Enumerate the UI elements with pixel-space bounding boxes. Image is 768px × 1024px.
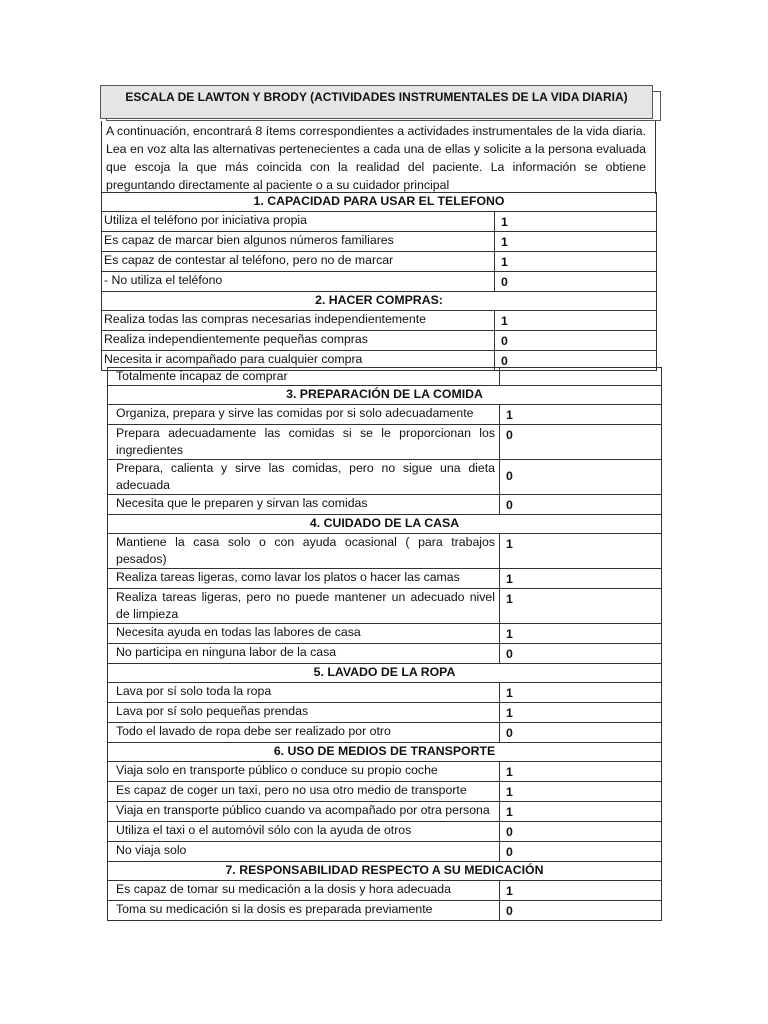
item-text: Realiza tareas ligeras, como lavar los platos o hacer las camas [108,569,500,589]
item-score: 0 [500,842,662,862]
item-score: 0 [500,460,662,495]
section-heading: 3. PREPARACIÓN DE LA COMIDA [108,386,662,405]
table-row [102,232,657,252]
table-row [108,460,662,495]
document-title: ESCALA DE LAWTON Y BRODY (ACTIVIDADES INSTRUMENTALES DE LA VIDA DIARIA) [125,90,628,104]
item-score: 1 [500,762,662,782]
table-row [102,331,657,351]
table-row [108,723,662,743]
table-row [102,212,657,232]
item-text: Viaja solo en transporte público o conduce su propio coche [108,762,500,782]
item-score: 0 [500,644,662,664]
item-text: Es capaz de tomar su medicación a la dosis y hora adecuada [108,881,500,901]
item-score: 0 [495,272,657,292]
table-row [108,368,662,386]
table-row [108,405,662,425]
item-text: No viaja solo [108,842,500,862]
item-score: 1 [500,703,662,723]
table-row [108,822,662,842]
item-score: 1 [500,569,662,589]
item-score: 1 [495,212,657,232]
item-text: Realiza todas las compras necesarias independientemente [102,311,495,331]
table-row [108,782,662,802]
item-text: No participa en ninguna labor de la casa [108,644,500,664]
item-text: Mantiene la casa solo o con ayuda ocasional ( para trabajos pesados) [108,534,500,569]
section-heading: 1. CAPACIDAD PARA USAR EL TELEFONO [102,193,657,212]
table-row [108,644,662,664]
item-text: Necesita ayuda en todas las labores de casa [108,624,500,644]
table-row [108,624,662,644]
item-text: Necesita que le preparen y sirvan las comidas [108,495,500,515]
item-text: Es capaz de marcar bien algunos números familiares [102,232,495,252]
item-score: 1 [500,624,662,644]
item-text: - No utiliza el teléfono [102,272,495,292]
item-text: Toma su medicación si la dosis es preparada previamente [108,901,500,921]
item-text: Lava por sí solo pequeñas prendas [108,703,500,723]
item-text: Viaja en transporte público cuando va acompañado por otra persona [108,802,500,822]
section-heading: 7. RESPONSABILIDAD RESPECTO A SU MEDICACIÓN [108,862,662,881]
item-text: Necesita ir acompañado para cualquier compra [102,351,495,371]
section-heading: 6. USO DE MEDIOS DE TRANSPORTE [108,743,662,762]
item-score: 1 [500,802,662,822]
section-heading: 5. LAVADO DE LA ROPA [108,664,662,683]
intro-paragraph: A continuación, encontrará 8 ítems correspondientes a actividades instrumentales de la vida diaria. Lea en voz alta las alternativas pertenecientes a cada una de ellas y solicite a la persona evaluada que escoja la que más coincida con la realidad del paciente. La información se obtiene preguntando directamente al paciente o a su cuidador principal [106,124,646,192]
item-score: 0 [495,351,657,371]
item-score: 1 [495,252,657,272]
item-score: 1 [500,405,662,425]
scale-table-part-2 [107,367,662,921]
table-row [108,534,662,569]
item-score: 1 [495,232,657,252]
item-score: 1 [500,683,662,703]
item-text: Todo el lavado de ropa debe ser realizado por otro [108,723,500,743]
table-row [108,495,662,515]
item-score: 1 [495,311,657,331]
table-row [108,425,662,460]
item-text: Utiliza el taxi o el automóvil sólo con la ayuda de otros [108,822,500,842]
item-score: 1 [500,782,662,802]
item-text: Organiza, prepara y sirve las comidas por si solo adecuadamente [108,405,500,425]
item-score: 0 [500,901,662,921]
item-score [500,368,662,386]
item-text: Utiliza el teléfono por iniciativa propia [102,212,495,232]
item-text: Es capaz de coger un taxi, pero no usa otro medio de transporte [108,782,500,802]
section-heading: 2. HACER COMPRAS: [102,292,657,311]
item-score: 0 [500,723,662,743]
item-text: Lava por sí solo toda la ropa [108,683,500,703]
item-text: Realiza tareas ligeras, pero no puede mantener un adecuado nivel de limpieza [108,589,500,624]
item-score: 0 [500,425,662,460]
table-row [108,569,662,589]
table-row [108,901,662,921]
table-row [108,589,662,624]
item-score: 0 [500,822,662,842]
table-row [108,842,662,862]
section-heading: 4. CUIDADO DE LA CASA [108,515,662,534]
scale-table-part-1 [101,192,657,371]
item-text: Realiza independientemente pequeñas compras [102,331,495,351]
table-row [108,683,662,703]
table-row [108,762,662,782]
item-text: Totalmente incapaz de comprar [108,368,500,386]
item-score: 0 [500,495,662,515]
item-score: 0 [495,331,657,351]
table-row [102,311,657,331]
item-text: Es capaz de contestar al teléfono, pero no de marcar [102,252,495,272]
title-box [100,85,653,119]
table-row [108,802,662,822]
item-text: Prepara adecuadamente las comidas si se le proporcionan los ingredientes [108,425,500,460]
table-row [108,703,662,723]
item-text: Prepara, calienta y sirve las comidas, pero no sigue una dieta adecuada [108,460,500,495]
table-row [102,272,657,292]
table-row [108,881,662,901]
item-score: 1 [500,881,662,901]
table-row [102,252,657,272]
item-score: 1 [500,534,662,569]
item-score: 1 [500,589,662,624]
